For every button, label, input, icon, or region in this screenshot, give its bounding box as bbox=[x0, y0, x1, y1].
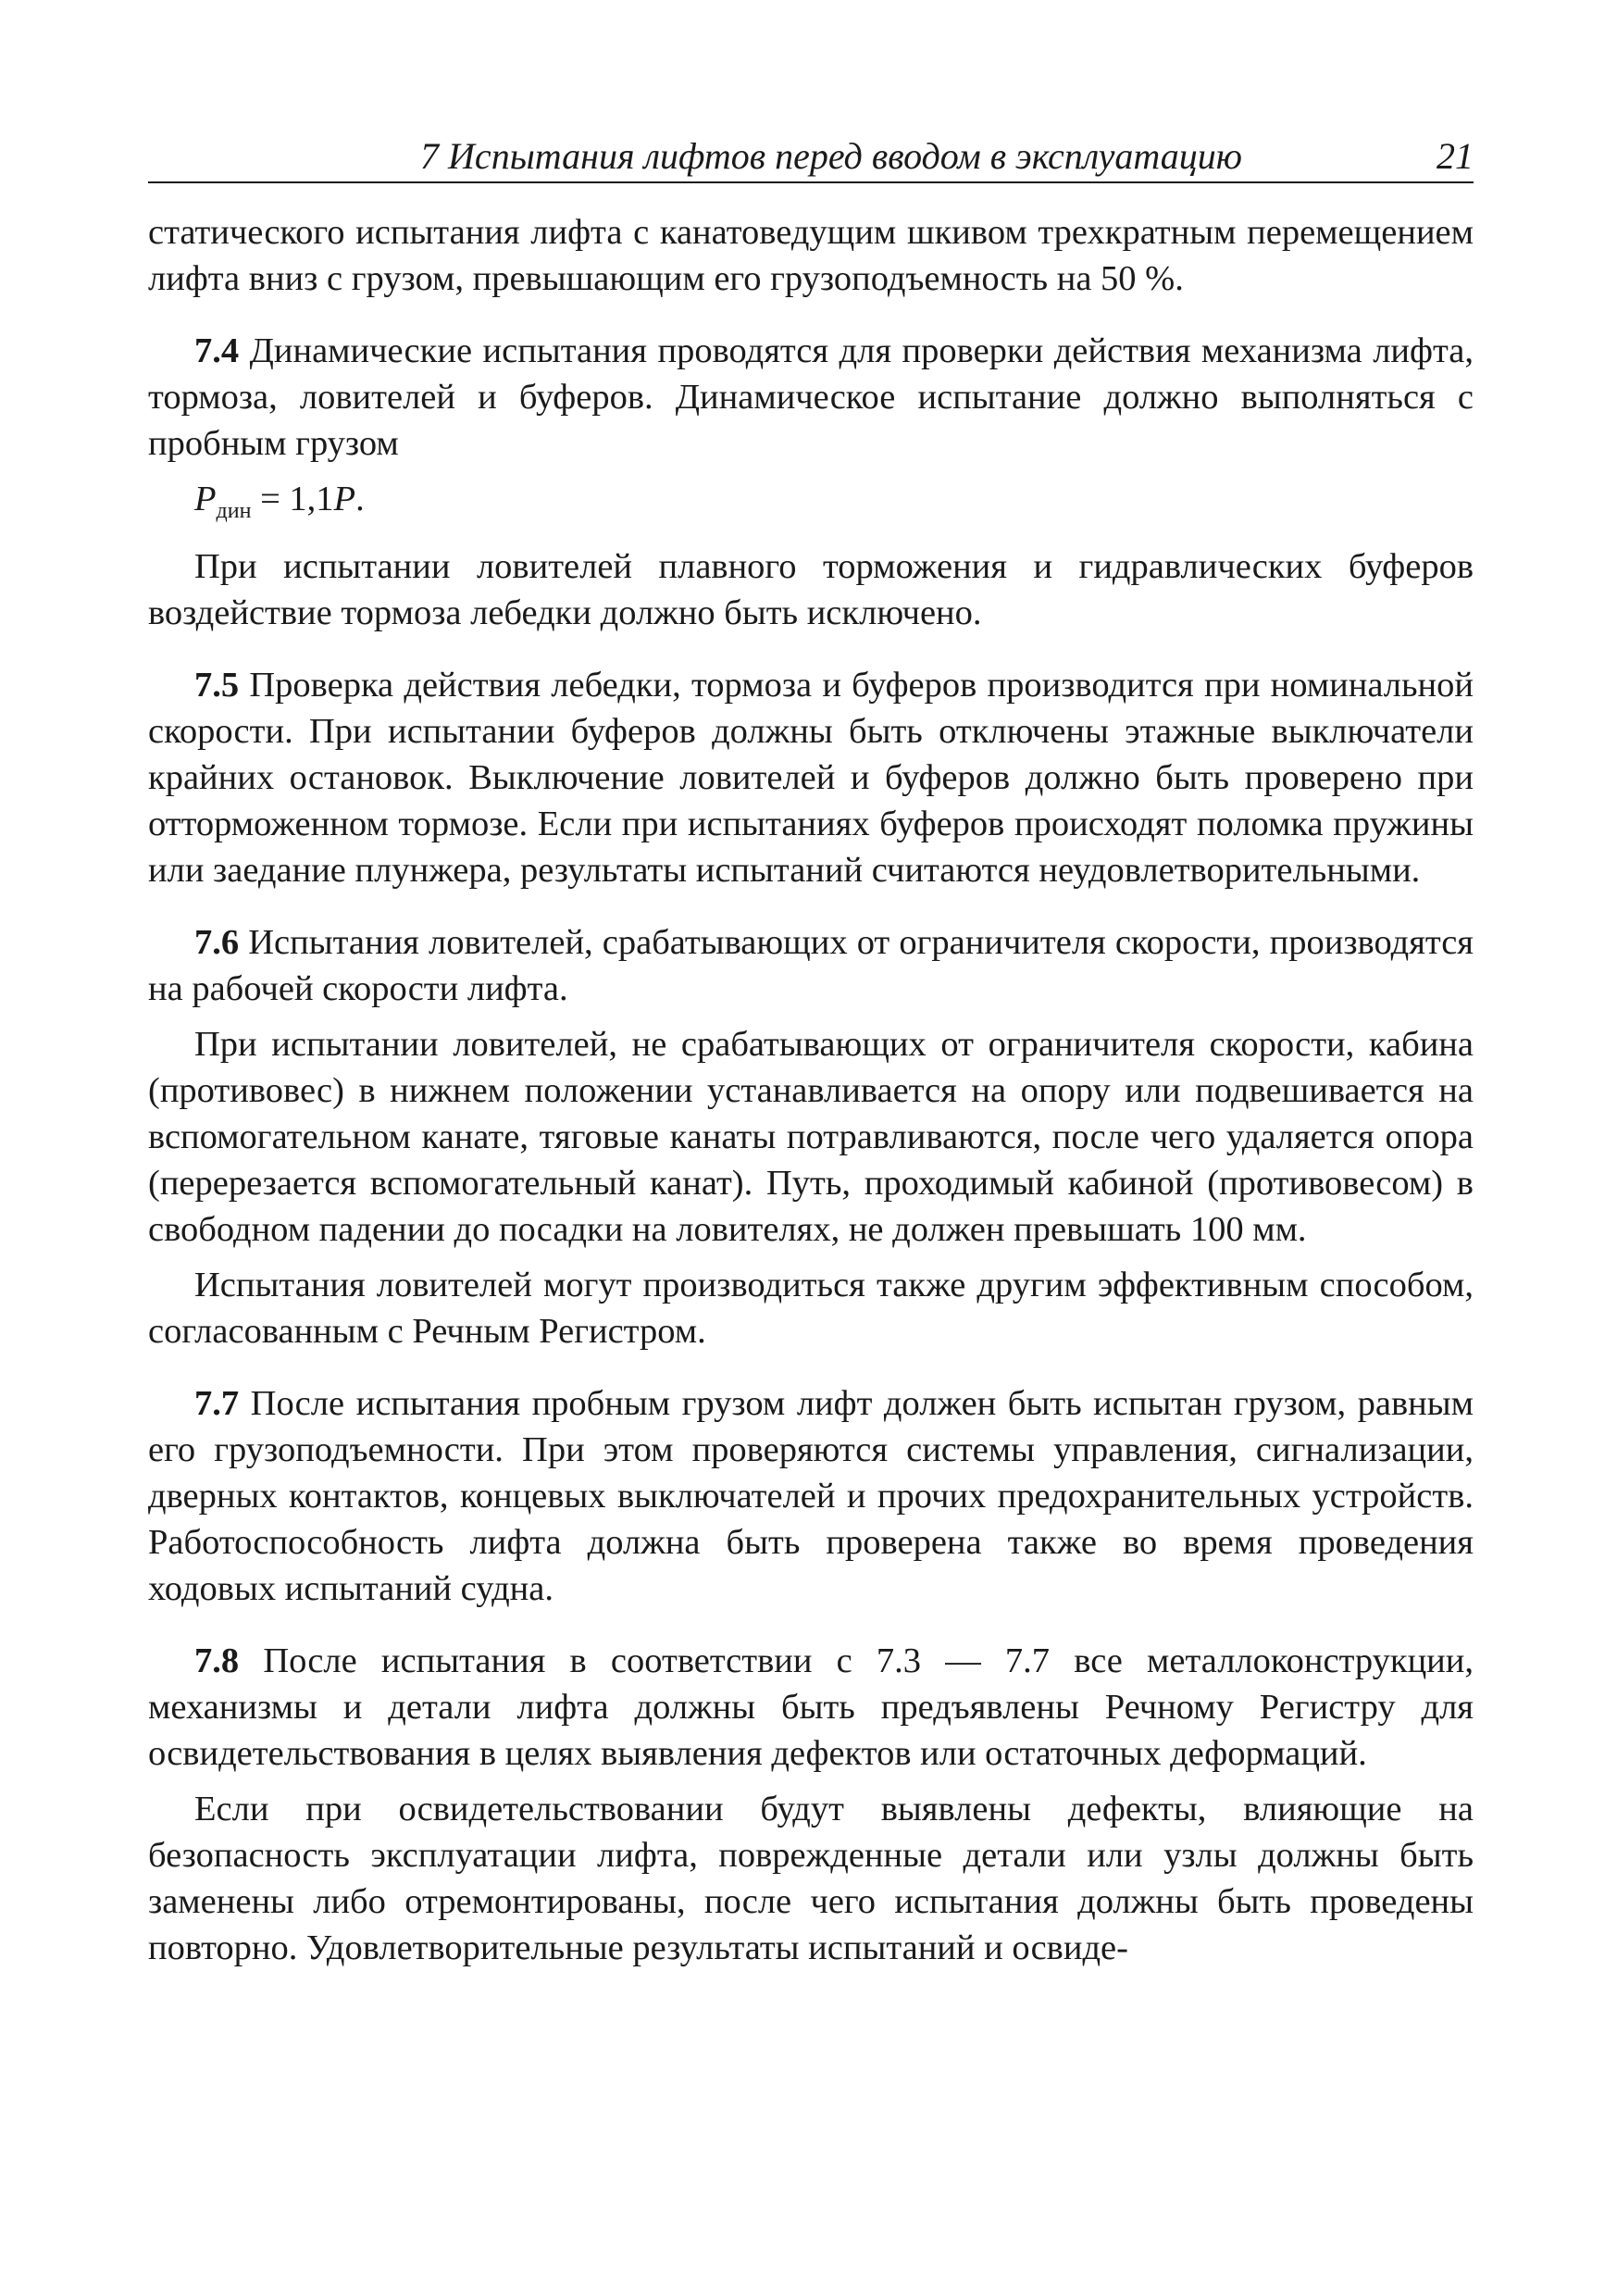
section-7-8 bbox=[148, 1638, 1474, 1777]
section-number: 7.7 bbox=[194, 1384, 240, 1423]
formula-expression: = 1,1 bbox=[251, 480, 334, 518]
body-text bbox=[148, 209, 1474, 1971]
section-number: 7.6 bbox=[194, 923, 240, 962]
document-page bbox=[148, 130, 1474, 1971]
section-number: 7.4 bbox=[194, 331, 240, 370]
section-7-6 bbox=[148, 919, 1474, 1012]
section-text: Динамические испытания проводятся для проверки действия механизма лифта, тормоза, ловителей и буферов. Динамическое испытание должно выполняться с пробным грузом bbox=[148, 331, 1474, 463]
section-number: 7.8 bbox=[194, 1641, 240, 1680]
paragraph: При испытании ловителей плавного торможения и гидравлических буферов воздействие тормоза лебедки должно быть исключено. bbox=[148, 547, 1474, 632]
section-number: 7.5 bbox=[194, 666, 240, 705]
section-text: После испытания в соответствии с 7.3 — 7.7 все металлоконструкции, механизмы и детали лифта должны быть предъявлены Речному Регистру для освидетельствования в целях выявления дефектов или остаточных деформаций. bbox=[148, 1641, 1474, 1773]
formula-variable-2: P bbox=[333, 480, 356, 518]
running-header bbox=[148, 130, 1474, 183]
formula-subscript: дин bbox=[216, 499, 252, 523]
section-text: Испытания ловителей, срабатывающих от ограничителя скорости, производятся на рабочей скорости лифта. bbox=[148, 923, 1474, 1008]
formula bbox=[148, 476, 1474, 534]
header-title: 7 Испытания лифтов перед вводом в эксплуатацию bbox=[420, 135, 1242, 177]
section-7-4 bbox=[148, 328, 1474, 467]
formula-end: . bbox=[355, 480, 365, 518]
section-7-7 bbox=[148, 1380, 1474, 1612]
paragraph-continuation: статического испытания лифта с канатоведущим шкивом трехкратным перемещением лифта вниз с грузом, превышающим его грузоподъемность на 50 %. bbox=[148, 213, 1474, 298]
formula-variable: P bbox=[194, 480, 217, 518]
paragraph: Если при освидетельствовании будут выявлены дефекты, влияющие на безопасность эксплуатации лифта, поврежденные детали или узлы должны быть заменены либо отремонтированы, после чего испытания должны быть проведены повторно. Удовлетворительные результаты испытаний и освиде- bbox=[148, 1790, 1474, 1967]
section-7-5 bbox=[148, 662, 1474, 893]
section-text: После испытания пробным грузом лифт должен быть испытан грузом, равным его грузоподъемности. При этом проверяются системы управления, сигнализации, дверных контактов, концевых выключателей и прочих предохранительных устройств. Работоспособность лифта должна быть проверена также во время проведения ходовых испытаний судна. bbox=[148, 1384, 1474, 1608]
section-text: Проверка действия лебедки, тормоза и буферов производится при номинальной скорости. При испытании буферов должны быть отключены этажные выключатели крайних остановок. Выключение ловителей и буферов должно быть проверено при отторможенном тормозе. Если при испытаниях буферов происходят поломка пружины или заедание плунжера, результаты испытаний считаются неудовлетворительными. bbox=[148, 666, 1474, 890]
page-number: 21 bbox=[1437, 135, 1474, 177]
paragraph: При испытании ловителей, не срабатывающих от ограничителя скорости, кабина (противовес) в нижнем положении устанавливается на опору или подвешивается на вспомогательном канате, тяговые канаты потравливаются, после чего удаляется опора (перерезается вспомогательный канат). Путь, проходимый кабиной (противовесом) в свободном падении до посадки на ловителях, не должен превышать 100 мм. bbox=[148, 1025, 1474, 1249]
paragraph: Испытания ловителей могут производиться также другим эффективным способом, согласованным с Речным Регистром. bbox=[148, 1266, 1474, 1351]
